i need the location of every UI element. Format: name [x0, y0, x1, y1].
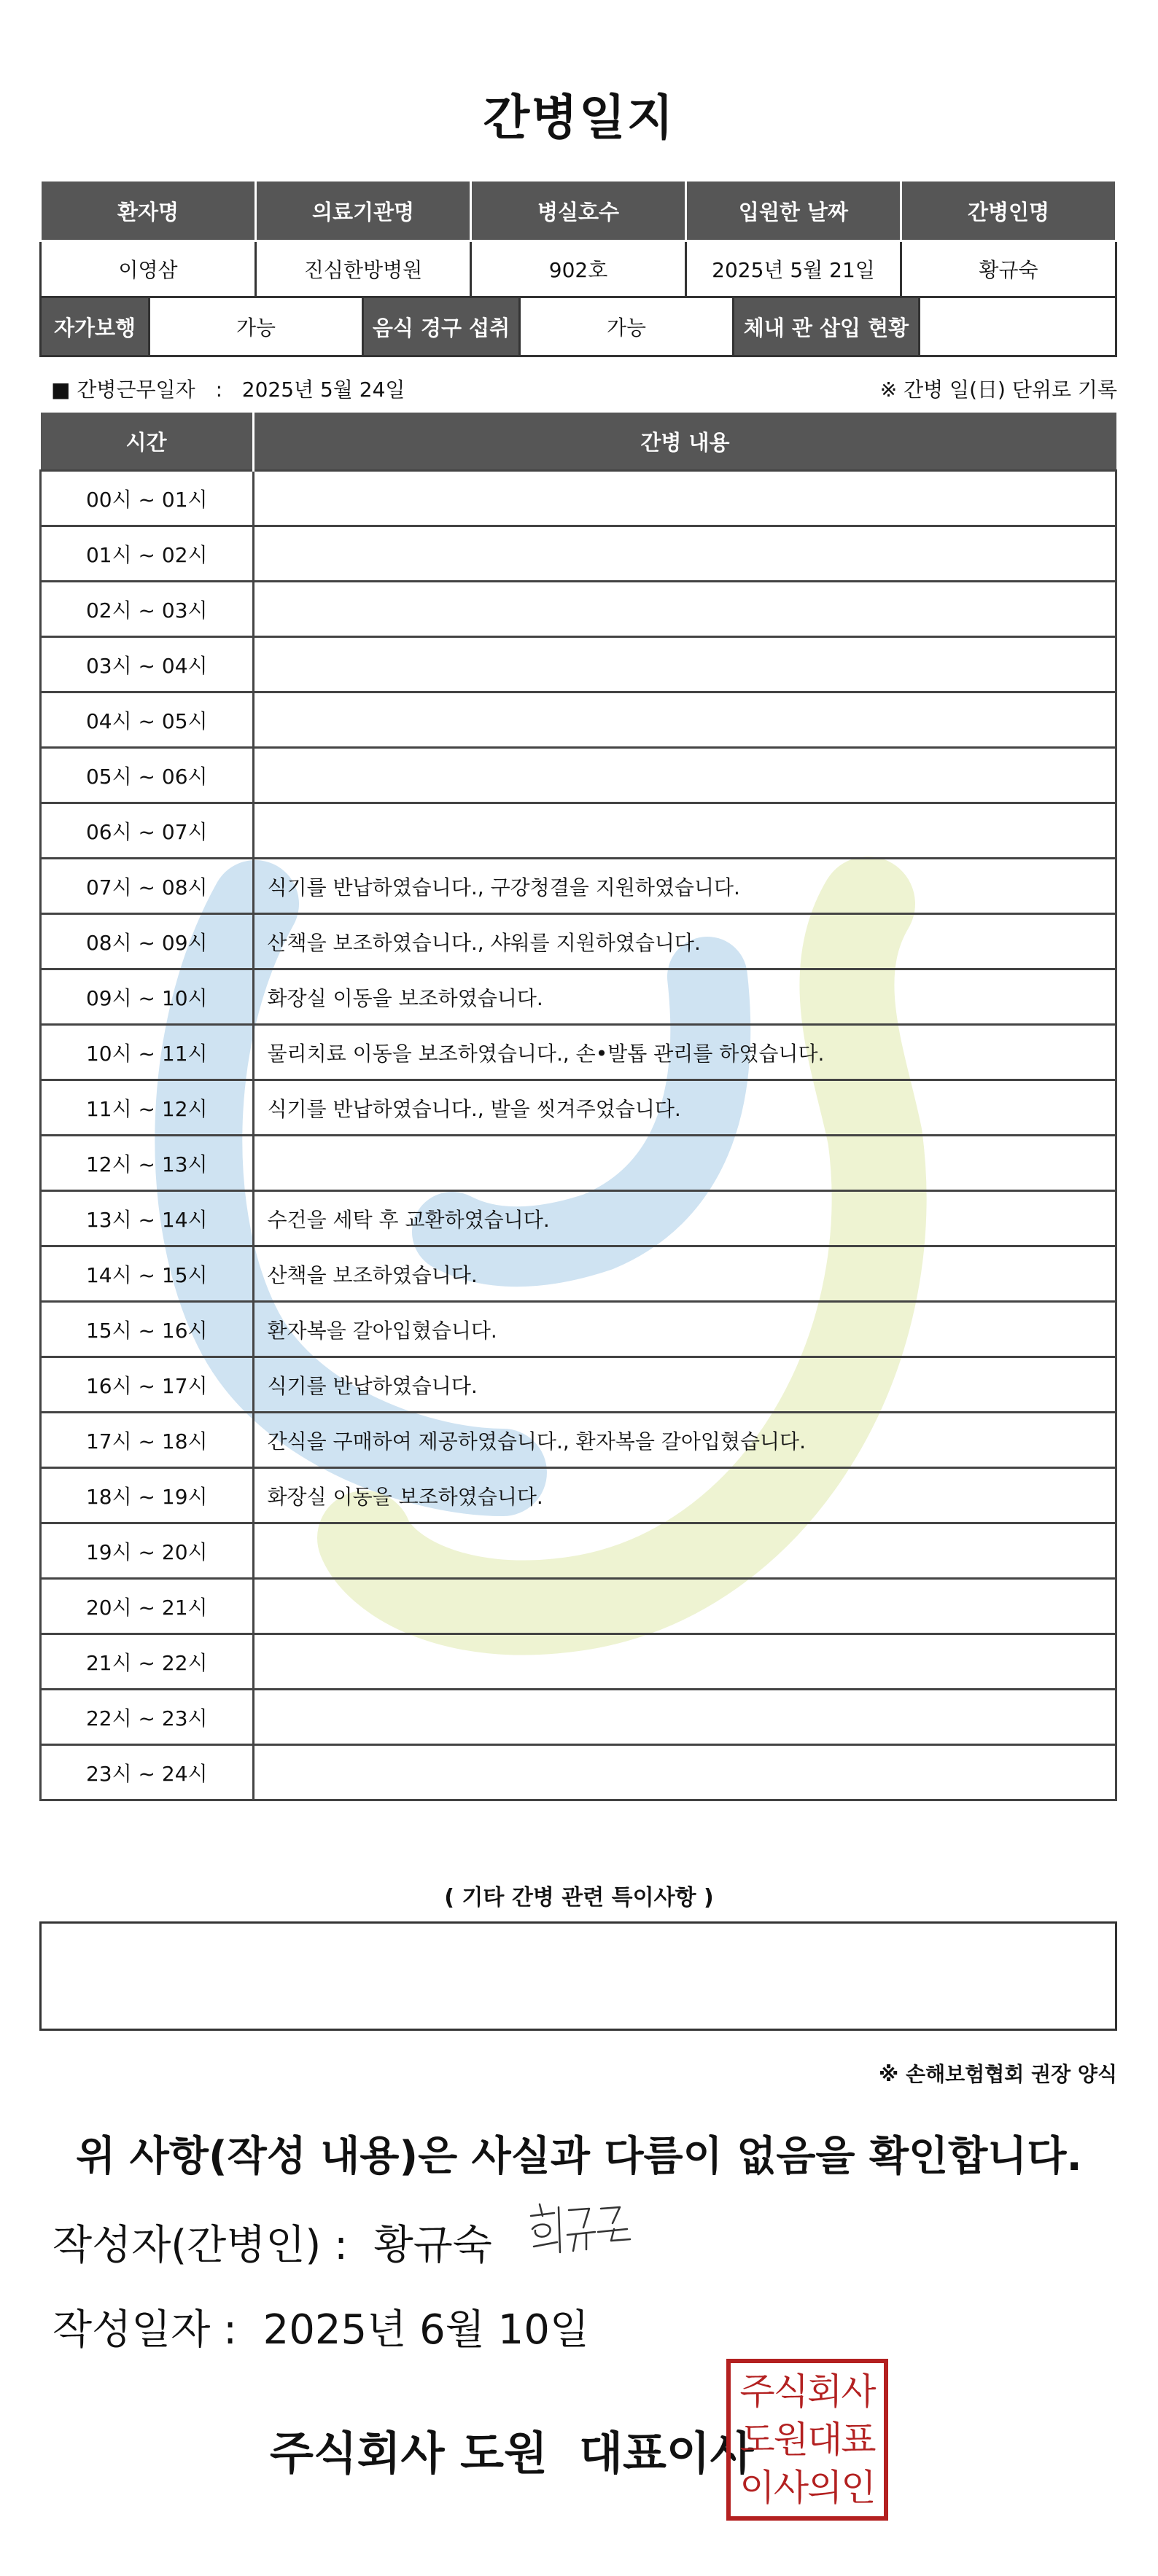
oral-intake-label: 음식 경구 섭취 — [364, 298, 518, 355]
care-log-row — [41, 859, 1116, 914]
log-content-cell — [253, 692, 1116, 748]
log-content-cell — [253, 803, 1116, 859]
log-content-cell: 산책을 보조하였습니다. — [253, 1246, 1116, 1302]
log-time-cell: 14시 ~ 15시 — [41, 1246, 254, 1302]
header-admission-date: 입원한 날짜 — [686, 181, 901, 241]
log-content-cell: 물리치료 이동을 보조하였습니다., 손•발톱 관리를 하였습니다. — [253, 1025, 1116, 1080]
care-log-row — [41, 1634, 1116, 1690]
log-content-cell — [253, 582, 1116, 637]
log-time-cell: 07시 ~ 08시 — [41, 859, 254, 914]
log-content-cell — [253, 471, 1116, 526]
log-content-cell: 식기를 반납하였습니다. — [253, 1357, 1116, 1413]
log-content-cell — [253, 1579, 1116, 1634]
care-log-header-row — [41, 413, 1116, 471]
log-time-cell: 15시 ~ 16시 — [41, 1302, 254, 1357]
log-time-cell: 00시 ~ 01시 — [41, 471, 254, 526]
room-number: 902호 — [471, 241, 686, 297]
log-time-cell: 17시 ~ 18시 — [41, 1413, 254, 1468]
header-care-content: 간병 내용 — [253, 413, 1116, 471]
log-content-cell: 화장실 이동을 보조하였습니다. — [253, 1468, 1116, 1523]
duty-date-value: 2025년 5월 24일 — [241, 378, 405, 402]
care-log-row — [41, 1191, 1116, 1246]
log-content-cell: 식기를 반납하였습니다., 구강청결을 지원하였습니다. — [253, 859, 1116, 914]
writer-label: 작성자(간병인) : — [53, 2222, 348, 2269]
seal-row: 이사의인 — [739, 2467, 875, 2509]
seal-row: 주식회사 — [739, 2370, 875, 2413]
care-log-row — [41, 803, 1116, 859]
header-patient-name: 환자명 — [41, 181, 256, 241]
self-walk-value: 가능 — [148, 298, 364, 355]
written-date-label: 작성일자 : — [53, 2306, 238, 2354]
log-time-cell: 22시 ~ 23시 — [41, 1690, 254, 1745]
patient-name: 이영삼 — [41, 241, 256, 297]
care-log-row — [41, 1136, 1116, 1191]
log-content-cell — [253, 1690, 1116, 1745]
log-time-cell: 09시 ~ 10시 — [41, 969, 254, 1025]
log-time-cell: 16시 ~ 17시 — [41, 1357, 254, 1413]
header-hospital: 의료기관명 — [256, 181, 471, 241]
log-time-cell: 05시 ~ 06시 — [41, 748, 254, 803]
log-content-cell — [253, 748, 1116, 803]
log-time-cell: 04시 ~ 05시 — [41, 692, 254, 748]
written-date-value: 2025년 6월 10일 — [263, 2306, 589, 2354]
care-log-row — [41, 748, 1116, 803]
log-time-cell: 10시 ~ 11시 — [41, 1025, 254, 1080]
log-content-cell: 식기를 반납하였습니다., 발을 씻겨주었습니다. — [253, 1080, 1116, 1136]
seal-row: 도원대표 — [739, 2419, 875, 2461]
log-content-cell — [253, 1745, 1116, 1800]
remarks-title: ( 기타 간병 관련 특이사항 ) — [444, 1885, 714, 1910]
care-log-row — [41, 1413, 1116, 1468]
care-log-row — [41, 1246, 1116, 1302]
company-representative: 주식회사 도원 대표이사 — [270, 2427, 754, 2480]
care-log-row — [41, 1468, 1116, 1523]
self-walk-label: 자가보행 — [42, 298, 148, 355]
log-time-cell: 23시 ~ 24시 — [41, 1745, 254, 1800]
oral-intake-value: 가능 — [518, 298, 734, 355]
status-row — [39, 296, 1117, 357]
duty-date-line — [51, 374, 405, 403]
header-caregiver: 간병인명 — [901, 181, 1116, 241]
written-date-line — [53, 2298, 589, 2356]
log-time-cell: 06시 ~ 07시 — [41, 803, 254, 859]
log-time-cell: 02시 ~ 03시 — [41, 582, 254, 637]
admission-date: 2025년 5월 21일 — [686, 241, 901, 297]
log-time-cell: 13시 ~ 14시 — [41, 1191, 254, 1246]
header-room: 병실호수 — [471, 181, 686, 241]
log-time-cell: 11시 ~ 12시 — [41, 1080, 254, 1136]
care-log-row — [41, 1357, 1116, 1413]
care-log-row — [41, 1579, 1116, 1634]
log-content-cell — [253, 1634, 1116, 1690]
log-content-cell: 환자복을 갈아입혔습니다. — [253, 1302, 1116, 1357]
header-time: 시간 — [41, 413, 254, 471]
confirmation-statement: 위 사항(작성 내용)은 사실과 다름이 없음을 확인합니다. — [76, 2133, 1082, 2180]
care-log-row — [41, 637, 1116, 692]
tube-label: 체내 관 삽입 현황 — [734, 298, 918, 355]
care-log-row — [41, 1080, 1116, 1136]
patient-info-header-row — [41, 181, 1116, 241]
care-log-row — [41, 526, 1116, 582]
care-log-table — [39, 413, 1117, 1801]
log-time-cell: 08시 ~ 09시 — [41, 914, 254, 969]
log-content-cell: 간식을 구매하여 제공하였습니다., 환자복을 갈아입혔습니다. — [253, 1413, 1116, 1468]
log-time-cell: 19시 ~ 20시 — [41, 1523, 254, 1579]
care-log-row — [41, 471, 1116, 526]
log-content-cell: 수건을 세탁 후 교환하였습니다. — [253, 1191, 1116, 1246]
writer-name: 황규숙 — [373, 2222, 492, 2269]
log-content-cell — [253, 1523, 1116, 1579]
care-log-row — [41, 1690, 1116, 1745]
log-time-cell: 21시 ~ 22시 — [41, 1634, 254, 1690]
handwritten-signature — [525, 2194, 634, 2260]
duty-date-label: ■ 간병근무일자 : — [51, 378, 223, 402]
log-content-cell — [253, 1136, 1116, 1191]
document-title: 간병일지 — [483, 90, 675, 146]
log-time-cell: 20시 ~ 21시 — [41, 1579, 254, 1634]
care-log-row — [41, 969, 1116, 1025]
tube-value — [918, 298, 1115, 355]
log-content-cell: 산책을 보조하였습니다., 샤워를 지원하였습니다. — [253, 914, 1116, 969]
log-time-cell: 18시 ~ 19시 — [41, 1468, 254, 1523]
patient-info-value-row — [41, 241, 1116, 297]
log-time-cell: 03시 ~ 04시 — [41, 637, 254, 692]
duty-note: ※ 간병 일(日) 단위로 기록 — [879, 378, 1117, 402]
log-content-cell — [253, 526, 1116, 582]
writer-line — [53, 2213, 492, 2271]
remarks-box — [39, 1921, 1117, 2031]
caregiver-name: 황규숙 — [901, 241, 1116, 297]
log-content-cell: 화장실 이동을 보조하였습니다. — [253, 969, 1116, 1025]
hospital-name: 진심한방병원 — [256, 241, 471, 297]
care-log-row — [41, 582, 1116, 637]
log-content-cell — [253, 637, 1116, 692]
care-log-row — [41, 1025, 1116, 1080]
care-log-row — [41, 1523, 1116, 1579]
log-time-cell: 12시 ~ 13시 — [41, 1136, 254, 1191]
care-log-body — [41, 471, 1116, 1800]
company-seal-stamp — [726, 2359, 888, 2521]
care-log-row — [41, 1745, 1116, 1800]
care-log-row — [41, 914, 1116, 969]
patient-info-table — [39, 179, 1117, 298]
care-log-row — [41, 692, 1116, 748]
care-log-row — [41, 1302, 1116, 1357]
form-note: ※ 손해보험협회 권장 양식 — [879, 2062, 1117, 2086]
log-time-cell: 01시 ~ 02시 — [41, 526, 254, 582]
